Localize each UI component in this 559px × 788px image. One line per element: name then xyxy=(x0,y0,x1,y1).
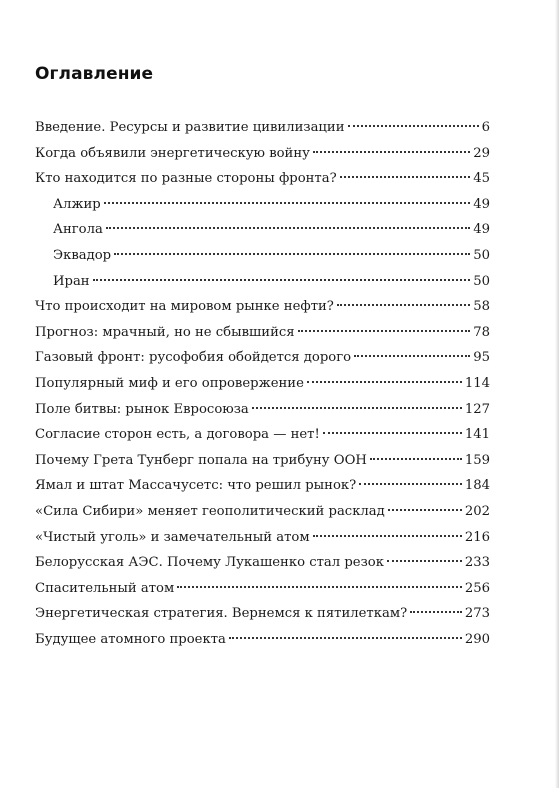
toc-page-number: 141 xyxy=(464,427,490,443)
toc-entry-title: «Чистый уголь» и замечательный атом xyxy=(35,529,310,545)
toc-dot-leader xyxy=(370,458,462,460)
toc-entry-title: Согласие сторон есть, а договора — нет! xyxy=(35,427,320,443)
toc-dot-leader xyxy=(313,151,470,153)
toc-entry-title: Белорусская АЭС. Почему Лукашенко стал резок xyxy=(35,555,384,571)
toc-subentry[interactable] xyxy=(35,269,490,295)
toc-entry[interactable] xyxy=(35,550,490,576)
toc-dot-leader xyxy=(93,279,471,281)
toc-dot-leader xyxy=(388,509,462,511)
toc-page-number: 58 xyxy=(473,299,490,315)
toc-page-number: 50 xyxy=(473,247,490,263)
toc-page-number: 49 xyxy=(473,196,490,212)
toc-entry[interactable] xyxy=(35,166,490,192)
toc-dot-leader xyxy=(410,611,462,613)
toc-entry-title: Ямал и штат Массачусетс: что решил рынок? xyxy=(35,478,357,494)
toc-dot-leader xyxy=(106,227,470,229)
toc-dot-leader xyxy=(114,253,470,255)
toc-entry[interactable] xyxy=(35,499,490,525)
toc-page-number: 49 xyxy=(473,222,490,238)
toc-entry[interactable] xyxy=(35,627,490,653)
toc-entry-title: Энергетическая стратегия. Вернемся к пятилеткам? xyxy=(35,606,408,622)
toc-entry[interactable] xyxy=(35,397,490,423)
table-of-contents xyxy=(35,64,490,652)
toc-page-number: 127 xyxy=(464,401,490,417)
toc-entry-title: Прогноз: мрачный, но не сбывшийся xyxy=(35,324,295,340)
toc-dot-leader xyxy=(323,432,462,434)
toc-page-number: 184 xyxy=(464,478,490,494)
toc-page-number: 29 xyxy=(473,145,490,161)
toc-entry[interactable] xyxy=(35,115,490,141)
toc-entry-title: Иран xyxy=(53,273,90,289)
toc-subentry[interactable] xyxy=(35,243,490,269)
toc-entry-title: Спасительный атом xyxy=(35,580,175,596)
toc-entry[interactable] xyxy=(35,576,490,602)
toc-entry-title: Алжир xyxy=(53,196,101,212)
toc-subentry[interactable] xyxy=(35,217,490,243)
toc-entry-title: Введение. Ресурсы и развитие цивилизации xyxy=(35,120,345,135)
toc-entry-title: Поле битвы: рынок Евросоюза xyxy=(35,401,249,417)
toc-dot-leader xyxy=(387,560,462,562)
toc-page-number: 95 xyxy=(473,350,490,366)
toc-entry-title: Когда объявили энергетическую войну xyxy=(35,145,310,161)
toc-entry-title: Будущее атомного проекта xyxy=(35,631,226,647)
toc-entry-title: Ангола xyxy=(53,222,103,238)
toc-entry[interactable] xyxy=(35,294,490,320)
toc-subentry[interactable] xyxy=(35,192,490,218)
toc-page-number: 202 xyxy=(464,503,490,519)
toc-page-number: 114 xyxy=(464,375,490,391)
toc-entry-title: «Сила Сибири» меняет геополитический расклад xyxy=(35,503,385,519)
page-edge-shadow xyxy=(555,0,559,788)
toc-entry[interactable] xyxy=(35,448,490,474)
toc-list xyxy=(35,115,490,652)
toc-page-number: 6 xyxy=(481,120,490,135)
toc-entry[interactable] xyxy=(35,320,490,346)
toc-dot-leader xyxy=(104,202,470,204)
toc-dot-leader xyxy=(307,381,462,383)
toc-page-number: 45 xyxy=(473,171,490,187)
toc-entry[interactable] xyxy=(35,422,490,448)
toc-page-number: 159 xyxy=(464,452,490,468)
toc-entry-title: Почему Грета Тунберг попала на трибуну ООН xyxy=(35,452,367,468)
toc-dot-leader xyxy=(313,535,462,537)
toc-dot-leader xyxy=(359,483,462,485)
toc-dot-leader xyxy=(229,637,462,639)
toc-page-number: 256 xyxy=(464,580,490,596)
toc-entry-title: Популярный миф и его опровержение xyxy=(35,375,304,391)
toc-dot-leader xyxy=(340,176,471,178)
toc-entry-title: Кто находится по разные стороны фронта? xyxy=(35,171,337,187)
toc-entry-title: Газовый фронт: русофобия обойдется дорого xyxy=(35,350,352,366)
toc-entry-title: Что происходит на мировом рынке нефти? xyxy=(35,299,334,315)
toc-entry[interactable] xyxy=(35,371,490,397)
toc-heading: Оглавление xyxy=(35,64,154,84)
toc-entry[interactable] xyxy=(35,345,490,371)
toc-dot-leader xyxy=(177,586,462,588)
toc-page-number: 290 xyxy=(464,631,490,647)
toc-entry[interactable] xyxy=(35,473,490,499)
toc-entry[interactable] xyxy=(35,601,490,627)
toc-dot-leader xyxy=(298,330,471,332)
toc-page-number: 216 xyxy=(464,529,490,545)
toc-dot-leader xyxy=(354,355,470,357)
toc-dot-leader xyxy=(337,304,470,306)
toc-page-number: 233 xyxy=(464,555,490,571)
toc-entry[interactable] xyxy=(35,525,490,551)
toc-entry[interactable] xyxy=(35,141,490,167)
toc-dot-leader xyxy=(348,125,479,127)
toc-entry-title: Эквадор xyxy=(53,247,112,263)
toc-page-number: 273 xyxy=(464,606,490,622)
toc-page-number: 78 xyxy=(473,324,490,340)
toc-dot-leader xyxy=(252,407,462,409)
toc-page-number: 50 xyxy=(473,273,490,289)
